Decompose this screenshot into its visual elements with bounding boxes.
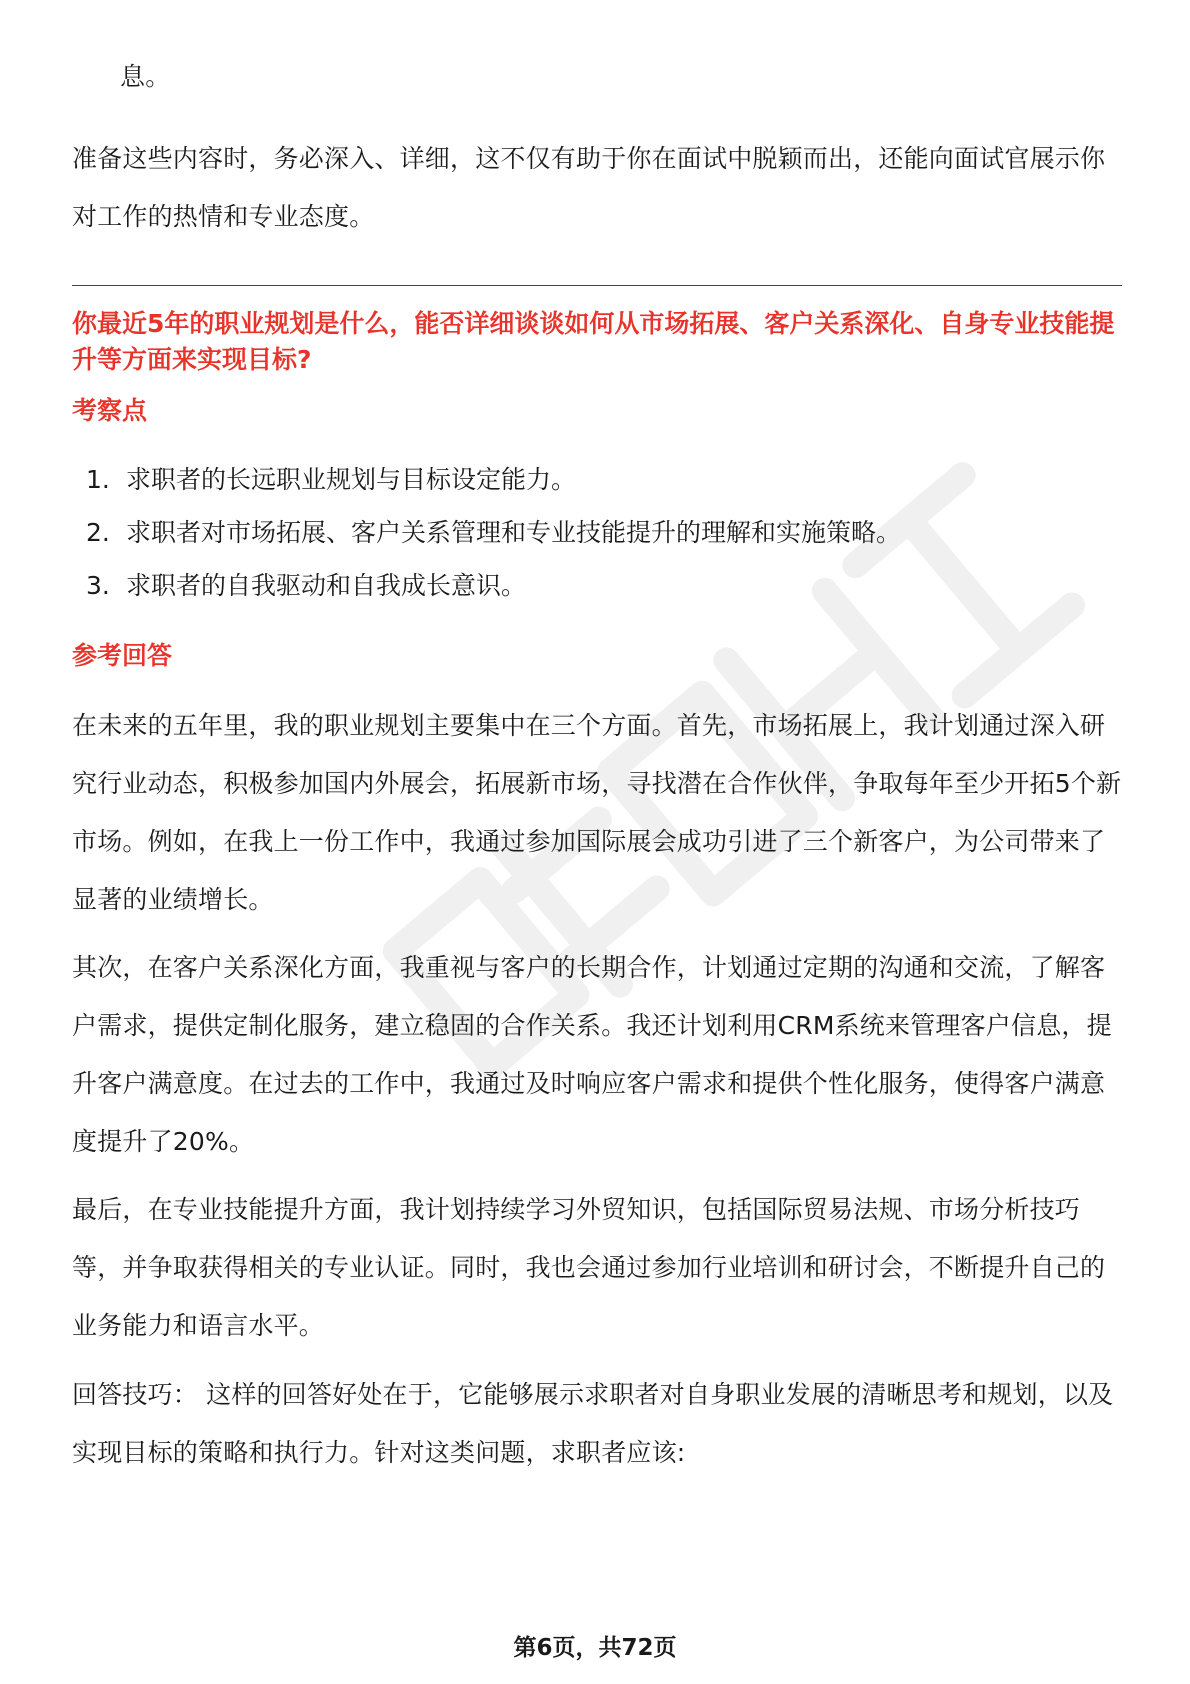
list-number: 3. bbox=[86, 571, 110, 600]
reference-answer-heading: 参考回答 bbox=[72, 641, 173, 670]
answer-paragraph-market: 在未来的五年里，我的职业规划主要集中在三个方面。首先，市场拓展上，我计划通过深入研究行业动态，积极参加国内外展会，拓展新市场，寻找潜在合作伙伴，争取每年至少开拓5个新市场。例如，在我上一份工作中，我通过参加国际展会成功引进了三个新客户，为公司带来了显著的业绩增长。 bbox=[72, 711, 1122, 914]
interview-question: 你最近5年的职业规划是什么，能否详细谈谈如何从市场拓展、客户关系深化、自身专业技能提升等方面来实现目标? bbox=[72, 309, 1115, 374]
section-divider bbox=[72, 285, 1122, 286]
answer-tips-paragraph: 回答技巧： 这样的回答好处在于，它能够展示求职者对自身职业发展的清晰思考和规划，以及实现目标的策略和执行力。针对这类问题，求职者应该: bbox=[72, 1380, 1114, 1467]
page-number: 第6页，共72页 bbox=[513, 1635, 677, 1661]
list-number: 1. bbox=[86, 465, 110, 494]
intro-tail-text: 息。 bbox=[120, 62, 171, 91]
answer-paragraph-client: 其次，在客户关系深化方面，我重视与客户的长期合作，计划通过定期的沟通和交流，了解客户需求，提供定制化服务，建立稳固的合作关系。我还计划利用CRM系统来管理客户信息，提升客户满意度。在过去的工作中，我通过及时响应客户需求和提供个性化服务，使得客户满意度提升了20%。 bbox=[72, 953, 1112, 1156]
focus-points-heading: 考察点 bbox=[72, 396, 148, 425]
list-item-text: 求职者的长远职业规划与目标设定能力。 bbox=[126, 465, 577, 494]
list-item-text: 求职者的自我驱动和自我成长意识。 bbox=[126, 571, 527, 600]
list-item-text: 求职者对市场拓展、客户关系管理和专业技能提升的理解和实施策略。 bbox=[126, 518, 902, 547]
intro-summary-paragraph: 准备这些内容时，务必深入、详细，这不仅有助于你在面试中脱颖而出，还能向面试官展示你对工作的热情和专业态度。 bbox=[72, 144, 1106, 231]
focus-point-item bbox=[86, 515, 1116, 551]
list-number: 2. bbox=[86, 518, 110, 547]
focus-point-item bbox=[86, 568, 1116, 604]
answer-paragraph-skills: 最后，在专业技能提升方面，我计划持续学习外贸知识，包括国际贸易法规、市场分析技巧等，并争取获得相关的专业认证。同时，我也会通过参加行业培训和研讨会，不断提升自己的业务能力和语言水平。 bbox=[72, 1195, 1106, 1340]
focus-point-item bbox=[86, 462, 1116, 498]
